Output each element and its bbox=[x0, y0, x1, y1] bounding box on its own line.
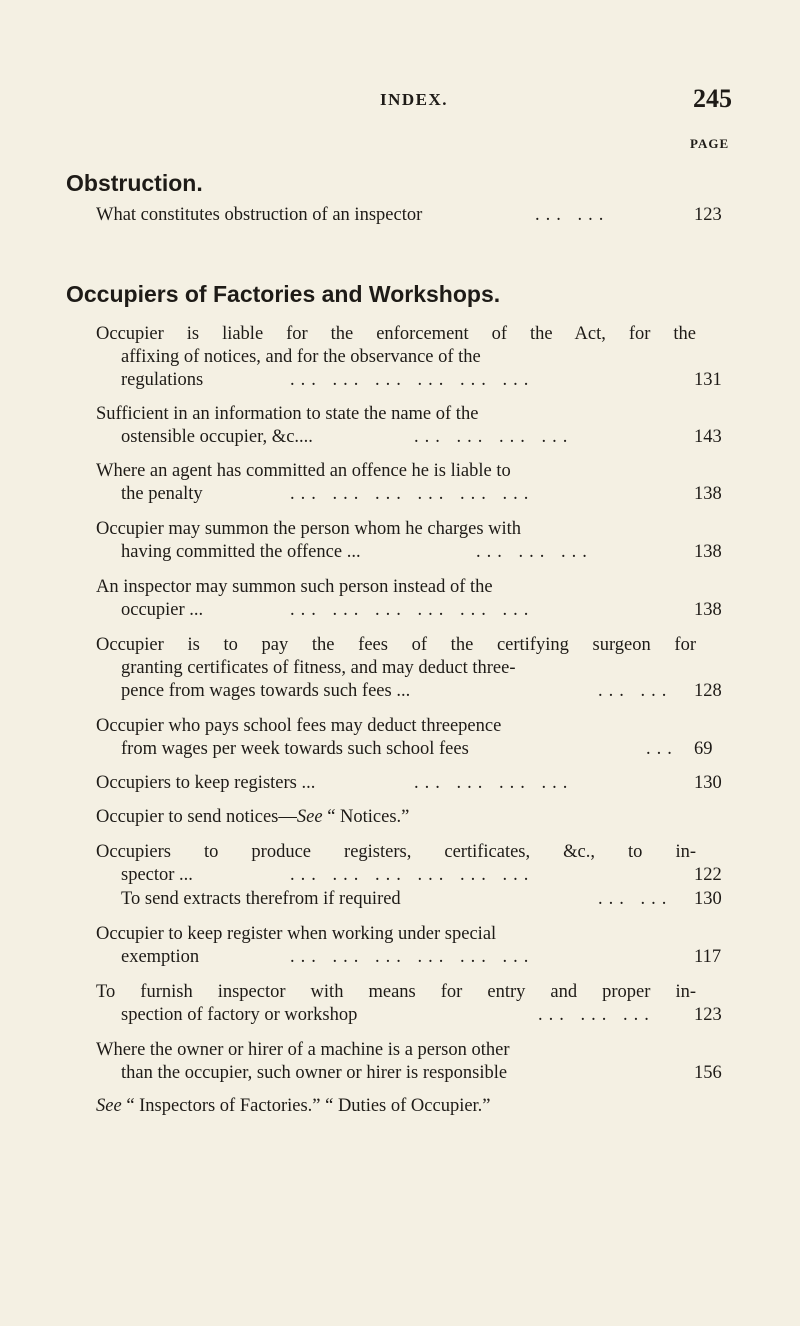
entry-text: Occupier to send notices— bbox=[96, 807, 297, 827]
index-entry bbox=[0, 772, 800, 795]
running-head-title: INDEX. bbox=[380, 90, 449, 109]
entry-page-number: 123 bbox=[694, 1005, 722, 1025]
index-entry bbox=[0, 888, 800, 911]
page-number: 245 bbox=[693, 84, 732, 113]
entry-page-number: 143 bbox=[694, 427, 722, 447]
entry-page-number: 117 bbox=[694, 947, 722, 967]
see-also-line bbox=[96, 1096, 491, 1117]
index-entry bbox=[0, 806, 800, 829]
dot-leader: ... ... bbox=[598, 889, 673, 909]
entry-text: having committed the offence ... bbox=[121, 542, 361, 562]
entry-text: from wages per week towards such school fees bbox=[121, 739, 469, 759]
entry-text: the penalty bbox=[121, 484, 203, 504]
index-entry bbox=[0, 1039, 800, 1085]
entry-text: than the occupier, such owner or hirer is responsible bbox=[121, 1063, 508, 1083]
dot-leader: ... ... bbox=[598, 681, 673, 701]
dot-leader: ... ... ... ... ... ... bbox=[290, 484, 535, 504]
entry-text: Occupier may summon the person whom he charges with bbox=[96, 519, 522, 539]
dot-leader: ... ... ... ... ... ... bbox=[290, 865, 535, 885]
cross-reference-target: “ Notices.” bbox=[327, 807, 410, 827]
entry-text: Occupier to keep register when working under special bbox=[96, 924, 497, 944]
entry-page-number: 123 bbox=[694, 205, 722, 225]
see-reference: See bbox=[296, 807, 323, 827]
entry-text: To send extracts therefrom if required bbox=[121, 889, 401, 909]
index-entry bbox=[0, 981, 800, 1027]
index-entry bbox=[0, 576, 800, 622]
entry-page-number: 131 bbox=[694, 370, 722, 390]
entry-text: Occupier is liable for the enforcement of the Act, for the bbox=[96, 324, 696, 344]
entry-text: An inspector may summon such person instead of the bbox=[96, 577, 493, 597]
dot-leader: ... ... ... ... bbox=[414, 427, 574, 447]
index-entry bbox=[0, 634, 800, 703]
see-reference: See bbox=[96, 1096, 122, 1116]
dot-leader: ... ... ... ... bbox=[414, 773, 574, 793]
index-entry bbox=[0, 715, 800, 761]
index-entry bbox=[0, 518, 800, 564]
dot-leader: ... ... ... ... ... ... bbox=[290, 370, 535, 390]
section-heading-obstruction: Obstruction. bbox=[66, 170, 203, 196]
entry-text: What constitutes obstruction of an inspector bbox=[96, 205, 423, 225]
entry-page-number: 69 bbox=[694, 739, 713, 759]
page-column-label: PAGE bbox=[690, 136, 730, 151]
entry-page-number: 138 bbox=[694, 542, 722, 562]
entry-page-number: 128 bbox=[694, 681, 722, 701]
entry-text: affixing of notices, and for the observance of the bbox=[121, 347, 481, 367]
entry-text: Where an agent has committed an offence he is liable to bbox=[96, 461, 511, 481]
entry-text: Occupier is to pay the fees of the certifying surgeon for bbox=[96, 635, 696, 655]
dot-leader: ... ... ... ... ... ... bbox=[290, 947, 535, 967]
index-entry bbox=[0, 403, 800, 449]
index-entry bbox=[0, 204, 800, 227]
running-head bbox=[0, 84, 800, 124]
entry-text: Occupiers to produce registers, certificates, &c., to in- bbox=[96, 842, 696, 862]
entry-text: Occupier who pays school fees may deduct threepence bbox=[96, 716, 502, 736]
index-entry bbox=[0, 460, 800, 506]
entry-text: ostensible occupier, &c.... bbox=[121, 427, 313, 447]
entry-text: granting certificates of fitness, and may deduct three- bbox=[121, 658, 516, 678]
entry-text: To furnish inspector with means for entry and proper in- bbox=[96, 982, 696, 1002]
entry-text: pence from wages towards such fees ... bbox=[121, 681, 411, 701]
entry-text: Sufficient in an information to state the name of the bbox=[96, 404, 479, 424]
entry-page-number: 130 bbox=[694, 773, 722, 793]
see-also-targets: “ Inspectors of Factories.” “ Duties of Occupier.” bbox=[126, 1096, 491, 1116]
entry-text: regulations bbox=[121, 370, 204, 390]
entry-page-number: 130 bbox=[694, 889, 722, 909]
index-entry bbox=[0, 841, 800, 887]
entry-page-number: 156 bbox=[694, 1063, 722, 1083]
dot-leader: ... ... ... ... ... ... bbox=[290, 600, 535, 620]
index-entry bbox=[0, 323, 800, 392]
entry-text: Where the owner or hirer of a machine is a person other bbox=[96, 1040, 510, 1060]
entry-page-number: 122 bbox=[694, 865, 722, 885]
entry-text: exemption bbox=[121, 947, 200, 967]
entry-text: spector ... bbox=[121, 865, 193, 885]
entry-text: occupier ... bbox=[121, 600, 204, 620]
entry-text: spection of factory or workshop bbox=[121, 1005, 358, 1025]
section-heading-occupiers: Occupiers of Factories and Workshops. bbox=[66, 281, 501, 307]
dot-leader: ... bbox=[646, 739, 678, 759]
index-entry bbox=[0, 923, 800, 969]
entry-text: Occupiers to keep registers ... bbox=[96, 773, 316, 793]
dot-leader: ... ... ... bbox=[538, 1005, 655, 1025]
dot-leader: ... ... ... bbox=[476, 542, 593, 562]
entry-page-number: 138 bbox=[694, 484, 722, 504]
dot-leader: ... ... bbox=[535, 205, 610, 225]
entry-page-number: 138 bbox=[694, 600, 722, 620]
